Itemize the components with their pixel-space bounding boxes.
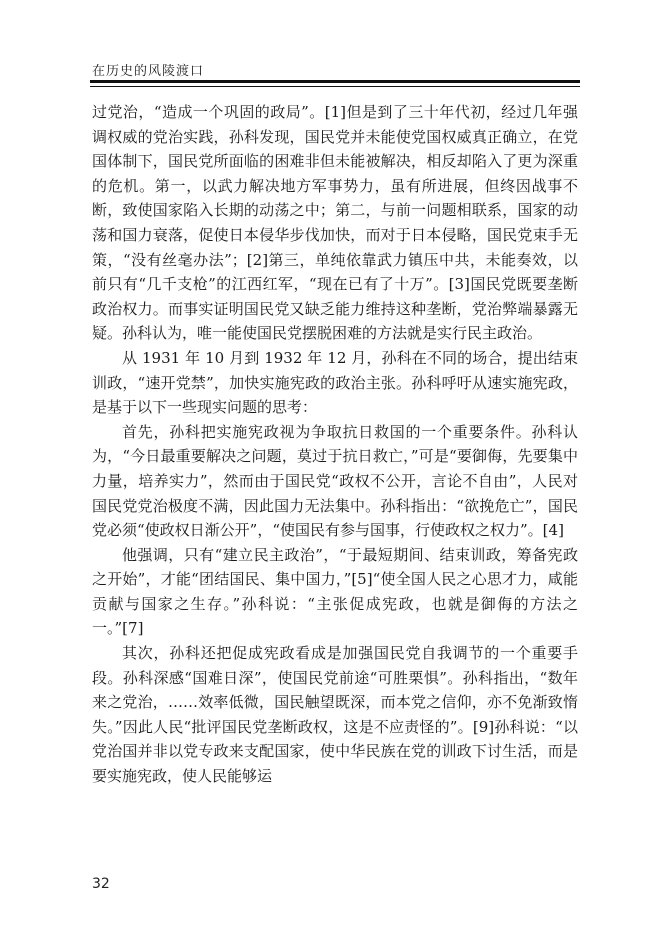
paragraph-5: 其次，孙科还把促成宪政看成是加强国民党自我调节的一个重要手段。孙科深感“国难日深”，使国民党前途“可胜栗惧”。孙科指出，“数年来之党治，……效率低微，国民触望既深，而本党之信仰，亦不免渐致惰失。”因此人民“批评国民党垄断政权，这是不应责怪的”。[9]孙科说：“以党治国并非以党专政来支配国家，使中华民族在党的训政下讨生活，而是要实施宪政，使人民能够运: [92, 644, 578, 786]
body-text: [92, 100, 578, 789]
running-header: 在历史的风陵渡口: [92, 64, 205, 79]
paragraph-2: 从 1931 年 10 月到 1932 年 12 月，孙科在不同的场合，提出结束训政，“速开党禁”，加快实施宪政的政治主张。孙科呼吁从速实施宪政，是基于以下一些现实问题的思考：: [92, 348, 578, 417]
header-rule-thin: [90, 86, 580, 87]
header-rule-thick: [90, 80, 580, 83]
paragraph-3: 首先，孙科把实施宪政视为争取抗日救国的一个重要条件。孙科认为，“今日最重要解决之问题，莫过于抗日救亡，”可是“要御侮，先要集中力量，培养实力”，然而由于国民党“政权不公开，言论不自由”，人民对国民党党治极度不满，因此国力无法集中。孙科指出：“欲挽危亡”，国民党必须“使政权日渐公开”，“使国民有参与国事，行使政权之权力”。[4]: [92, 422, 578, 540]
paragraph-4: 他强调，只有“建立民主政治”，“于最短期间、结束训政，筹备宪政之开始”，才能“团结国民、集中国力，”[5]“使全国人民之心思才力，咸能贡献与国家之生存。”孙科说：“主张促成宪政，也就是御侮的方法之一。”[7]: [92, 545, 578, 638]
page-number: 32: [92, 876, 110, 892]
paragraph-1: 过党治，“造成一个巩固的政局”。[1]但是到了三十年代初，经过几年强调权威的党治实践，孙科发现，国民党并未能使党国权威真正确立，在党国体制下，国民党所面临的困难非但未能被解决，相反却陷入了更为深重的危机。第一，以武力解决地方军事势力，虽有所进展，但终因战事不断，致使国家陷入长期的动荡之中；第二，与前一问题相联系，国家的动荡和国力衰落，促使日本侵华步伐加快，而对于日本侵略，国民党束手无策，“没有丝毫办法”；[2]第三，单纯依靠武力镇压中共，未能奏效，以前只有“几千支枪”的江西红军，“现在已有了十万”。[3]国民党既要垄断政治权力。而事实证明国民党又缺乏能力维持这种垄断，党治弊端暴露无疑。孙科认为，唯一能使国民党摆脱困难的方法就是实行民主政治。: [92, 103, 578, 343]
